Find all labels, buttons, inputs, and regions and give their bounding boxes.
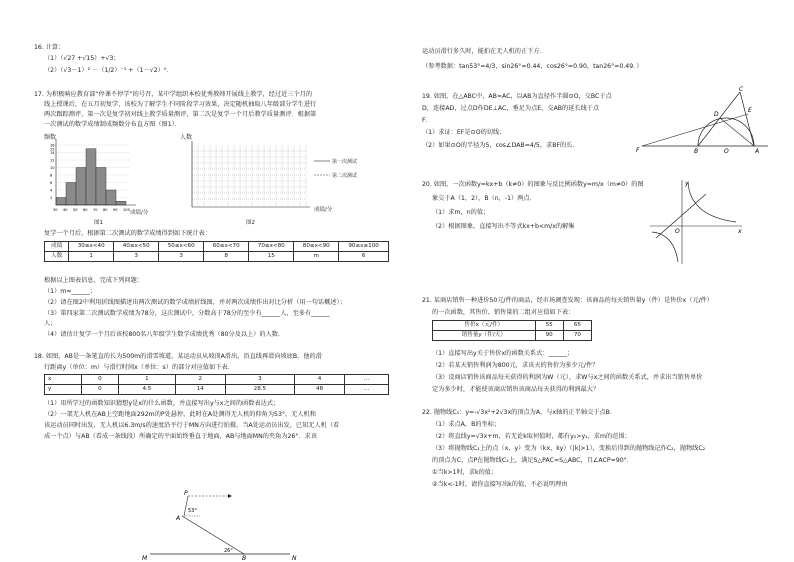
q21-s3a: （3）设商店销售该商品每天获得的利润为W（元），求W与x之间的函数关系式，并求出当销售单价 (432, 374, 703, 381)
q20-line1: 20. 如图，一次函数y=kx+b（k≠0）的图象与反比例函数y=m/x（m≠0）的图 (422, 181, 644, 188)
q21-table (432, 320, 592, 341)
q21-s1: （1）直接写出y关于售价x的函数关系式：______； (432, 350, 574, 357)
q20-s2: （2）根据图象，直接写出不等式kx+b<m/x的解集 (432, 223, 575, 230)
y-tick-label: 10 (50, 166, 55, 170)
histogram-bar (66, 183, 76, 206)
q17-s3b: 人； (44, 320, 57, 327)
label-e: E (748, 107, 752, 114)
q16-line1: （1）（√27 +√15）+√3； (44, 55, 120, 62)
q21-line2: 的一次函数，其售价、销售量的二组对应值如下表： (432, 309, 575, 316)
q22-s3c: ①当k>1时，求k的值； (432, 469, 498, 476)
q22-s2: （2）将直线y=√3x+m，若无论k取何值时，都有y₂>y₁，求m的范围； (432, 433, 631, 440)
q17-table (44, 241, 389, 262)
q16-title: 16. 计算： (34, 44, 65, 51)
histogram-bar (116, 201, 126, 205)
x-tick-label: 40 (63, 208, 68, 212)
x-tick-label: 100 (123, 208, 130, 212)
q19-line2: D，连接AD，过点D作DE⊥AC，垂足为点E，交AB的延长线于点 (422, 105, 600, 112)
q19-line3: F． (422, 117, 432, 124)
histogram-bar (106, 190, 116, 205)
fig2-legend2: 第二次测试 (332, 173, 358, 179)
histogram-bar (86, 149, 96, 205)
q19-figure (636, 84, 776, 154)
q17-s4: （4）请估计复学一个月后该校800名八年级学生数学成绩优秀（80分及以上）的人数． (44, 331, 285, 338)
q18-table (44, 374, 389, 395)
fig1-caption: 图1 (94, 220, 103, 226)
q18-line1: 18. 如图，AB是一条笔直的长为500m的滑雪坡道，某运动员从坡顶A滑出，沿直线再滑向坡底B，他的滑 (34, 353, 322, 360)
slope-ab (182, 516, 244, 554)
y-tick-label: 14 (50, 151, 55, 155)
histogram-bar (96, 168, 106, 206)
x-tick-label: 50 (73, 208, 78, 212)
table-row: 人数 1 3 3 8 15 m 6 (45, 252, 389, 262)
y-tick-label: 12 (50, 158, 55, 163)
q17-table-intro: 复学一个月后，根据第二次测试的数学成绩得到如下统计表： (44, 230, 212, 237)
x-tick-label: 70 (93, 208, 98, 212)
label-origin: O (675, 228, 680, 235)
line-chart-figure2 (180, 131, 380, 227)
q17-after-table: 根据以上图表信息，完成下列问题： (44, 277, 143, 284)
q18-s2c: 成一个点）与AB（看成一条线段）所确定的平面始终垂直于地面，AB与地面MN的夹角为26°．求该 (44, 433, 318, 440)
q19-s2: （2）如果⊙O的半径为5，cos∠DAB=4/5，求BF的长． (422, 142, 579, 149)
label-b: B (242, 555, 247, 560)
label-b2: B (694, 148, 699, 154)
x-tick-label: 60 (83, 208, 88, 212)
histogram-bar (56, 198, 66, 206)
fig2-ylabel: 人数 (180, 134, 193, 141)
q21-s3b: 定为多少时，才能使该商店销售该商品每天获得的利润最大？ (432, 386, 600, 393)
table-row: y 0 4.5 14 28.5 48 ... (45, 385, 389, 395)
label-a2: A (755, 148, 760, 154)
x-tick-label: 80 (103, 208, 108, 212)
q20-s1: （1）求m，n的值； (432, 209, 490, 216)
label-n: N (292, 555, 297, 560)
q18-figure (140, 488, 300, 560)
q18-cont-line1: 运动员滑行多久时，能拍在无人机的正下方． (422, 48, 546, 55)
fig2-legend1: 第一次测试 (332, 159, 358, 165)
q18-s1: （1）用所学过的函数知识猜想y是x的什么函数，并直接写出y与x之间的函数表达式； (44, 400, 280, 407)
q22-s1: （1）求点A，B的坐标； (432, 421, 501, 428)
q17-s3: （3）第四家第二次测试数学成绩为78分，这次测试中，分数高于78分的至少有______人，至多有______ (44, 310, 330, 317)
fig2-caption: 图2 (246, 220, 255, 226)
fig1-xlabel: 成绩/分 (130, 210, 149, 216)
x-tick-label: 90 (113, 208, 118, 212)
fig2-grid (192, 145, 306, 207)
table-row: 成绩 30≤x<40 40≤x<50 50≤x<60 60≤x<70 70≤x<80 80≤x<90 90≤x≤100 (45, 242, 389, 252)
fig2-xlabel: 成绩/分 (314, 207, 333, 213)
q17-s1: （1）m=______； (44, 288, 97, 295)
semicircle (698, 118, 754, 146)
table-row: x 0 1 2 3 4 ... (45, 375, 389, 385)
q20-figure (646, 176, 746, 266)
q21-line1: 21. 某商店销售一种进价50元/件的商品，经市场调查发现：该商品的每天销售量y（件）是售价x（元/件） (422, 297, 714, 304)
label-angle26: 26° (224, 548, 233, 554)
y-tick-label: 6 (50, 181, 53, 185)
q22-s3d: ②当k<-1时，请你直接写出k的值，不必说明理由 (432, 481, 568, 488)
q17-line3: 两次跟踪测评，第一次是复学初对线上教学质量测评，第二次是复学一个月后教学质量测评．根据第 (44, 111, 317, 118)
label-x: x (738, 228, 742, 235)
histogram-bar (76, 168, 86, 206)
label-d: D (714, 111, 719, 118)
q17-line1: 17. 为积极响应教育部“停课不停学”的号召，某中学组织本校优秀教师开展线上教学，经过近三个月的 (34, 91, 313, 98)
q19-s1: （1）求证：EF是⊙O的切线； (422, 129, 506, 136)
q20-line2: 象交于A（1，2），B（n，-1）两点． (432, 195, 536, 202)
q19-line1: 19. 如图，在△ABC中，AB=AC，以AB为直径作半圆⊙O，交BC于点 (422, 93, 612, 100)
table-row: 售价x（元/件） 55 65 (433, 321, 592, 331)
label-m: M (142, 555, 148, 560)
y-tick-label: 16 (50, 143, 55, 148)
q22-s3a: （3）将抛物线C₁上的点（x，y）变为（kx，ky）（|k|>1），变换后得到的抛物线记作C₂，抛物线C₂ (432, 445, 706, 452)
histogram-figure1 (42, 131, 172, 227)
q18-s2a: （2）一架无人机在AB上空距地面292m的P处悬停，此时在A处测得无人机的仰角为53°，无人机和 (44, 411, 316, 418)
label-o: O (724, 148, 729, 154)
q18-cont-line2: （参考数据：tan53°≈4/3，sin26°≈0.44，cos26°≈0.90，tan26°≈0.49．） (422, 63, 643, 70)
label-p: P (184, 490, 188, 497)
label-a: A (176, 515, 181, 522)
fig1-bars (56, 149, 126, 205)
q22-line1: 22. 抛物线C₁：y=-√3x²+2√3x的顶点为A，与x轴的正半轴交于点B． (422, 409, 617, 416)
label-angle53: 53° (188, 508, 197, 514)
table-row: 销售量y（件/天） 90 70 (433, 331, 592, 341)
y-tick-label: 8 (50, 173, 53, 178)
label-c: C (739, 86, 744, 93)
q17-line4: 一次测试的数学成绩制成频数分布直方图（图1）． (44, 121, 181, 128)
fig1-ylabel: 频数 (44, 134, 57, 141)
q22-s3b: 的顶点为C，点P在抛物线C₂上，满足S△PAC=S△ABC，且∠ACP=90°． (432, 457, 633, 464)
y-tick-label: 2 (50, 196, 53, 200)
x-tick-label: 30 (53, 208, 58, 212)
arrow-icon (228, 494, 232, 498)
q17-line2: 线上授课后，在五月初复学，该校为了解学生不同阶段学习效果，决定随机抽取八年级部分学生进行 (44, 101, 317, 108)
fig2-legend (314, 161, 330, 175)
y-tick-label: 15 (50, 147, 55, 152)
q18-line2: 行距离y（单位：m）与滑行时间x（单位：s）的部分对应值如下表． (44, 364, 234, 371)
q17-s2: （2）请在图2中利用折线图描述出两次测试的数学成绩折线图，并对两次成绩作出对比分析（用一句话概述）； (44, 299, 346, 306)
y-tick-label: 4 (50, 188, 53, 193)
q16-line2: （2）（√3－1）² －（1/2）⁻¹ +（1－√2）⁰． (44, 67, 173, 74)
label-f: F (636, 147, 640, 154)
label-y: y (685, 180, 689, 187)
q21-s2: （2）若某天销售利润为800元，求该天的售价为多少元/件？ (432, 362, 599, 369)
q18-s2b: 该运动员同时出发，无人机以6.3m/s的速度沿平行于MN方向进行拍摄，当A处运动员出发，已知无人机（看 (44, 422, 340, 429)
